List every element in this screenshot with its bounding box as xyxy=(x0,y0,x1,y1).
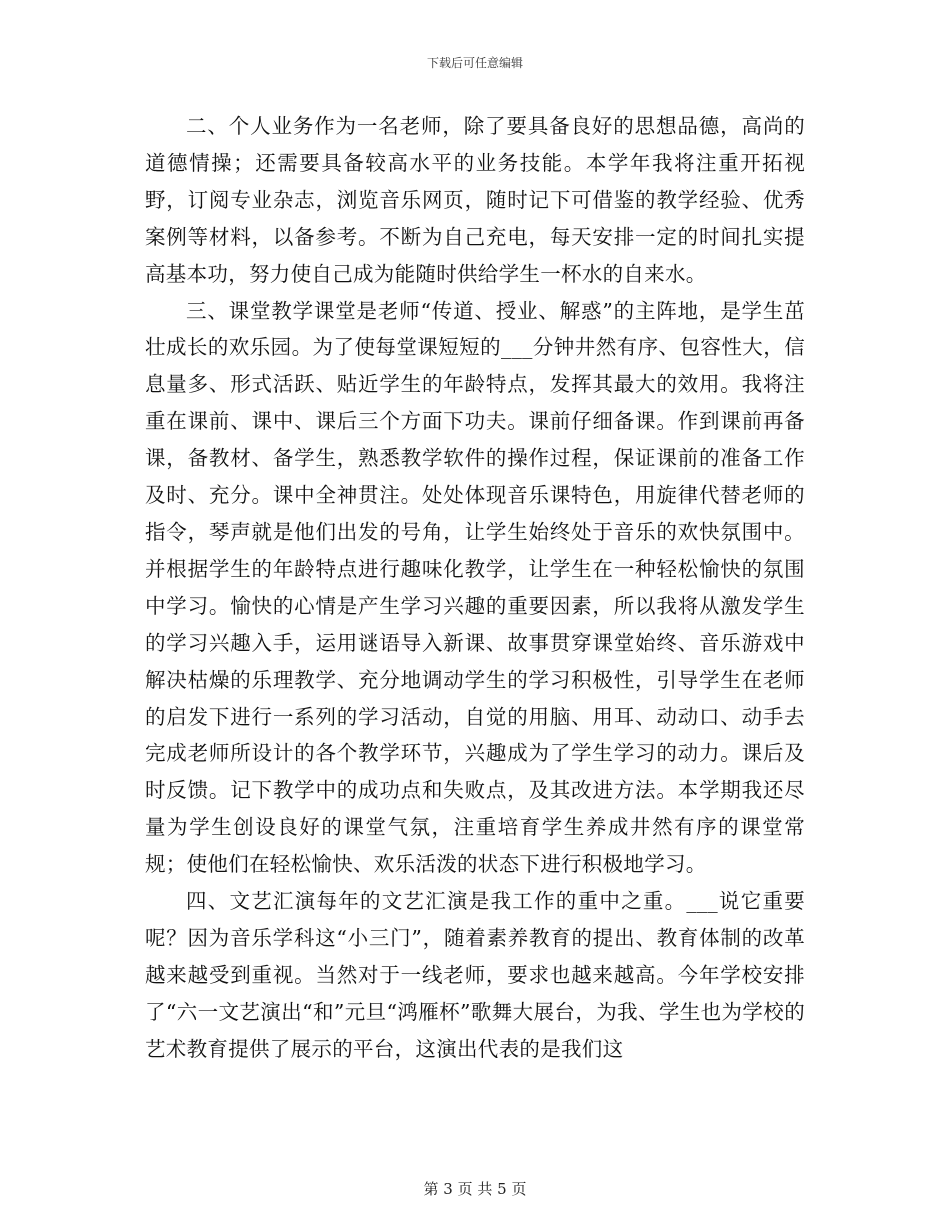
paragraph-personal-skills: 二、个人业务作为一名老师，除了要具备良好的思想品德，高尚的道德情操；还需要具备较高水平的业务技能。本学年我将注重开拓视野，订阅专业杂志，浏览音乐网页，随时记下可借鉴的教学经验、优秀案例等材料，以备参考。不断为自己充电，每天安排一定的时间扎实提高基本功，努力使自己成为能随时供给学生一杯水的自来水。 xyxy=(145,114,805,286)
document-body xyxy=(145,108,805,1068)
paragraph-classroom-teaching: 三、课堂教学课堂是老师“传道、授业、解惑”的主阵地，是学生茁壮成长的欢乐园。为了使每堂课短短的___分钟井然有序、包容性大，信息量多、形式活跃、贴近学生的年龄特点，发挥其最大的效用。我将注重在课前、课中、课后三个方面下功夫。课前仔细备课。作到课前再备课，备教材、备学生，熟悉教学软件的操作过程，保证课前的准备工作及时、充分。课中全神贯注。处处体现音乐课特色，用旋律代替老师的指令，琴声就是他们出发的号角，让学生始终处于音乐的欢快氛围中。并根据学生的年龄特点进行趣味化教学，让学生在一种轻松愉快的氛围中学习。愉快的心情是产生学习兴趣的重要因素，所以我将从激发学生的学习兴趣入手，运用谜语导入新课、故事贯穿课堂始终、音乐游戏中解决枯燥的乐理教学、充分地调动学生的学习积极性，引导学生在老师的启发下进行一系列的学习活动，自觉的用脑、用耳、动动口、动手去完成老师所设计的各个教学环节，兴趣成为了学生学习的动力。课后及时反馈。记下教学中的成功点和失败点，及其改进方法。本学期我还尽量为学生创设良好的课堂气氛，注重培育学生养成井然有序的课堂常规；使他们在轻松愉快、欢乐活泼的状态下进行积极地学习。 xyxy=(145,298,805,877)
paragraph-art-performance: 四、文艺汇演每年的文艺汇演是我工作的重中之重。___说它重要呢？因为音乐学科这“小三门”，随着素养教育的提出、教育体制的改革越来越受到重视。当然对于一线老师，要求也越来越高。今年学校安排了“六一文艺演出“和”元旦“鸿雁杯”歌舞大展台，为我、学生也为学校的艺术教育提供了展示的平台，这演出代表的是我们这 xyxy=(145,889,805,1061)
page-header-note: 下载后可任意编辑 xyxy=(426,56,523,70)
page-number: 第 3 页 共 5 页 xyxy=(423,1180,527,1198)
